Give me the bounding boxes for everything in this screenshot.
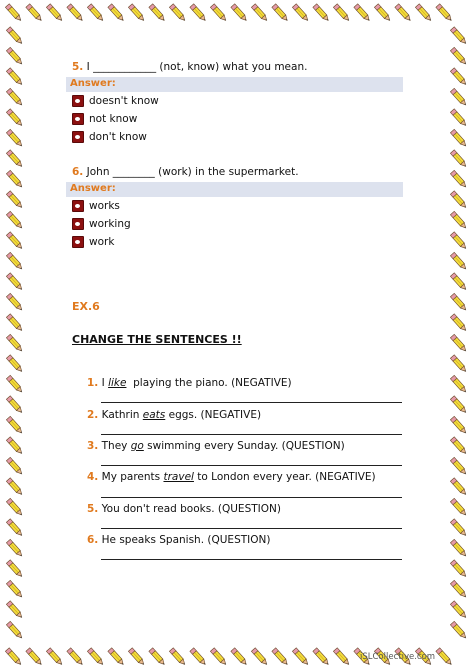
site-watermark: iSLCollective.com [360, 652, 436, 662]
answer-label: Answer: [70, 183, 116, 194]
checkbox-icon[interactable] [72, 95, 84, 107]
answer-line[interactable] [101, 434, 402, 435]
sentence-before: They [101, 440, 131, 452]
sentence-item [87, 377, 292, 389]
answer-option[interactable] [72, 236, 114, 248]
answer-option[interactable] [72, 200, 120, 212]
answer-label: Answer: [70, 78, 116, 89]
sentence-item [87, 503, 281, 515]
answer-option[interactable] [72, 113, 137, 125]
question-6 [72, 166, 299, 178]
sentence-item [87, 534, 270, 546]
sentence-number: 2. [87, 409, 99, 421]
option-label: doesn't know [89, 95, 159, 107]
sentence-before: Kathrin [101, 409, 143, 421]
sentence-verb: go [130, 440, 144, 452]
answer-line[interactable] [101, 528, 402, 529]
sentence-number: 4. [87, 471, 99, 483]
checkbox-icon[interactable] [72, 131, 84, 143]
checkbox-icon[interactable] [72, 236, 84, 248]
answer-line[interactable] [101, 465, 402, 466]
answer-line[interactable] [101, 559, 402, 560]
answer-bar [66, 182, 403, 197]
answer-option[interactable] [72, 218, 131, 230]
option-label: not know [89, 113, 138, 125]
sentence-after: to London every year. (NEGATIVE) [193, 471, 376, 483]
answer-line[interactable] [101, 497, 402, 498]
exercise-title: EX.6 [72, 300, 100, 313]
question-text: I ____________ (not, know) what you mean. [86, 61, 308, 73]
sentence-number: 3. [87, 440, 99, 452]
answer-line[interactable] [101, 402, 402, 403]
answer-bar [66, 77, 403, 92]
sentence-item [87, 440, 345, 452]
checkbox-icon[interactable] [72, 218, 84, 230]
sentence-after: eggs. (NEGATIVE) [165, 409, 262, 421]
sentence-text: He speaks Spanish. (QUESTION) [101, 534, 271, 546]
answer-option[interactable] [72, 131, 147, 143]
option-label: works [89, 200, 120, 212]
sentence-text: You don't read books. (QUESTION) [101, 503, 281, 515]
checkbox-icon[interactable] [72, 200, 84, 212]
question-text: John ________ (work) in the supermarket. [86, 166, 299, 178]
option-label: don't know [89, 131, 147, 143]
sentence-after: playing the piano. (NEGATIVE) [126, 377, 292, 389]
option-label: work [89, 236, 115, 248]
sentence-number: 1. [87, 377, 99, 389]
answer-option[interactable] [72, 95, 159, 107]
sentence-verb: travel [163, 471, 194, 483]
checkbox-icon[interactable] [72, 113, 84, 125]
sentence-before: I [101, 377, 109, 389]
question-5 [72, 61, 307, 73]
sentence-item [87, 471, 376, 483]
sentence-verb: eats [142, 409, 166, 421]
question-number: 6. [72, 166, 84, 178]
sentence-after: swimming every Sunday. (QUESTION) [143, 440, 345, 452]
option-label: working [89, 218, 131, 230]
exercise-instruction: CHANGE THE SENTENCES !! [72, 333, 242, 346]
sentence-number: 6. [87, 534, 99, 546]
sentence-before: My parents [101, 471, 164, 483]
question-number: 5. [72, 61, 84, 73]
sentence-number: 5. [87, 503, 99, 515]
sentence-item [87, 409, 261, 421]
sentence-verb: like [108, 377, 127, 389]
